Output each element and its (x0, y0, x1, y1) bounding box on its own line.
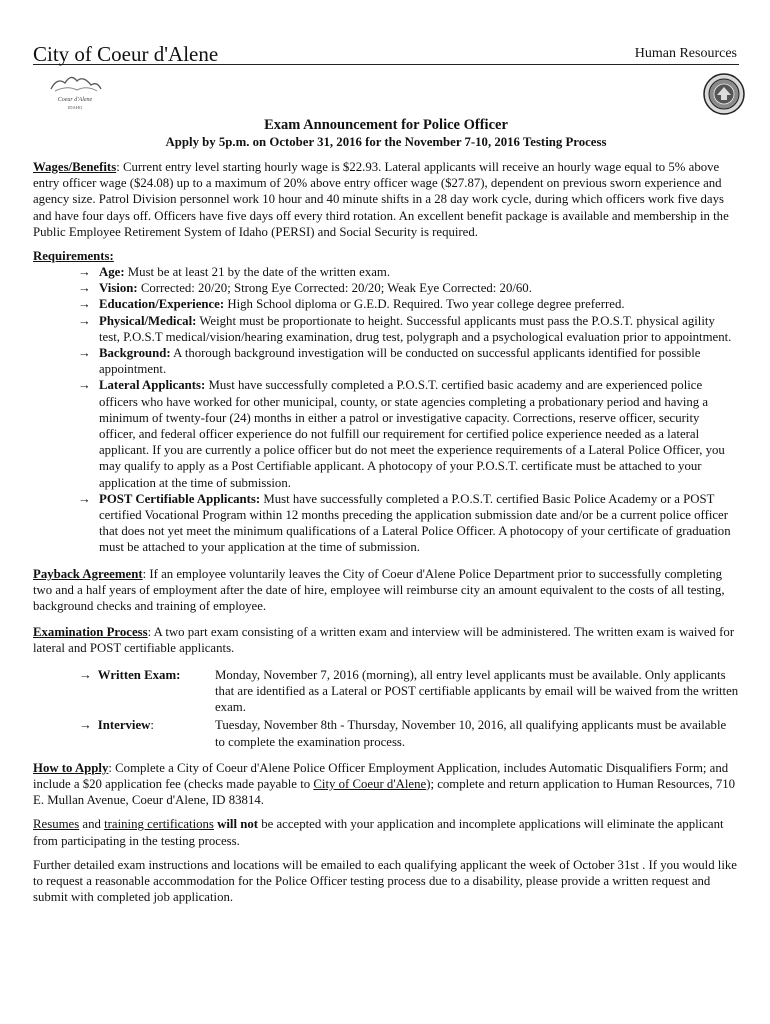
requirements-heading: Requirements: (33, 249, 114, 264)
interview-label: Interview (97, 718, 151, 733)
arrow-right-icon: → (78, 281, 91, 296)
requirement-label: Lateral Applicants: (99, 378, 206, 393)
examination-text: : A two part exam consisting of a written exam and interview will be administered. The written exam is waived for lateral and POST certifiable applicants. (33, 625, 735, 656)
requirement-text: A thorough background investigation will be conducted on successful applicants identified for possible appointment. (99, 346, 701, 377)
list-item (75, 264, 739, 280)
city-logo-icon (47, 69, 103, 113)
exam-key: → Interview: (79, 718, 154, 733)
apply-deadline: Apply by 5p.m. on October 31, 2016 for the November 7-10, 2016 Testing Process (165, 135, 607, 149)
payback-text: : If an employee voluntarily leaves the City of Coeur d'Alene Police Department prior to successfully completing two and a half years of employment after the date of hire, employee will reimburse city an amount equivalent to the costs of all testing, background checks and training of employee. (33, 566, 725, 614)
requirements-label: Requirements (33, 249, 110, 264)
requirement-label: Background: (99, 346, 171, 361)
exam-value: Tuesday, November 8th - Thursday, November 10, 2016, all qualifying applicants must be available to complete the examination process. (215, 718, 727, 749)
arrow-right-icon: → (78, 491, 91, 506)
further-instructions: Further detailed exam instructions and locations will be emailed to each qualifying applicant the week of October 31st . If you would like to request a reasonable accommodation for the Police Officer testing process due to a disability, please provide a written request and submit with completed job application. (33, 857, 737, 905)
written-exam-label: Written Exam (97, 667, 177, 682)
resumes-word: Resumes (33, 817, 80, 832)
and-word: and (79, 817, 105, 832)
payback-section (33, 566, 739, 615)
list-item (75, 313, 739, 345)
exam-key: → Written Exam: (79, 667, 181, 682)
list-item (75, 280, 739, 296)
wages-section (33, 159, 739, 240)
requirement-label: Vision: (99, 281, 138, 296)
requirement-text: Must be at least 21 by the date of the written exam. (124, 265, 391, 280)
requirement-text: High School diploma or G.E.D. Required. Two year college degree preferred. (224, 297, 625, 312)
arrow-right-icon: → (78, 265, 91, 280)
requirement-label: Physical/Medical: (99, 313, 197, 328)
exam-value: Monday, November 7, 2016 (morning), all entry level applicants must be available. Only applicants that are identified as a Lateral or POST certifiable applicants by email will be waived from the written exam. (215, 667, 739, 715)
how-to-apply-text-end: ); complete and return application to Human Resources, 710 E. Mullan Avenue, Coeur d'Alene, ID 83814. (33, 776, 736, 808)
how-to-apply-text: : Complete a City of Coeur d'Alene Police Officer Employment Application, includes Automatic Disqualifiers Form; and include a $20 application fee (checks made payable to (33, 760, 729, 791)
department-name: Human Resources (634, 46, 737, 61)
arrow-right-icon: → (78, 378, 91, 393)
requirement-text: Corrected: 20/20; Strong Eye Corrected: 20/20; Weak Eye Corrected: 20/60. (137, 281, 532, 296)
requirements-list (33, 264, 739, 556)
will-not-text: will not (213, 817, 259, 832)
arrow-right-icon: → (78, 313, 91, 328)
list-item (75, 491, 739, 556)
requirement-text: Weight must be proportionate to height. Successful applicants must pass the P.O.S.T. physical agility test, P.O.S.T medical/vision/hearing examination, drug test, polygraph and a psychological evaluation prior to appointment. (99, 313, 732, 344)
how-to-apply-section (33, 760, 739, 809)
list-item (75, 296, 739, 312)
requirement-text: Must have successfully completed a P.O.S.T. certified Basic Police Academy or a POST certified Vocational Program within 12 months preceding the application submission date and/or be a current police officer that does not yet meet the minimum qualifications of a Lateral Police Officer. A photocopy of your certificate of graduation must be attached to your application at the time of submission. (99, 491, 731, 555)
exam-schedule (79, 667, 739, 750)
requirement-label: Age: (99, 265, 125, 280)
resumes-section (33, 816, 739, 848)
arrow-right-icon: → (78, 346, 91, 361)
training-certifications-word: training certifications (104, 817, 214, 832)
letterhead (33, 40, 739, 65)
list-item (75, 377, 739, 490)
logo-row (33, 65, 739, 117)
examination-label: Examination Process (33, 625, 148, 640)
document-page (33, 40, 739, 913)
org-name: City of Coeur d'Alene (33, 42, 219, 66)
requirement-text: Must have successfully completed a P.O.S.T. certified basic academy and are experienced police officers who have worked for other municipal, county, or state agencies completing a probationary period and having a minimum of twenty-four (24) months in either a patrol or investigative capacity. Corrections, reserve officer, security officer, and federal officer experience do not fulfill our requirement for certified police experience needed as a lateral applicant. If you are currently a police officer but do not meet the experience requirements of a Lateral Police Officer, you may qualify to apply as a Post Certifiable applicant. A photocopy of your P.O.S.T. certificate must be attached to your application at the time of submission. (99, 378, 725, 490)
list-item (75, 345, 739, 377)
payee-name: City of Coeur d'Alene (313, 776, 427, 791)
arrow-right-icon: → (79, 667, 92, 682)
arrow-right-icon: → (79, 718, 92, 733)
payback-label: Payback Agreement (33, 566, 143, 581)
requirement-label: Education/Experience: (99, 297, 225, 312)
svg-text:Coeur d'Alene: Coeur d'Alene (57, 97, 93, 103)
how-to-apply-label: How to Apply (33, 760, 109, 775)
exam-row (79, 667, 739, 716)
svg-text:IDAHO: IDAHO (67, 105, 83, 110)
police-seal-icon (703, 73, 745, 115)
arrow-right-icon: → (78, 297, 91, 312)
examination-section (33, 624, 739, 656)
wages-label: Wages/Benefits (33, 160, 117, 174)
wages-text: : Current entry level starting hourly wage is $22.93. Lateral applicants will receive an hourly wage equal to 5% above entry officer wage ($24.08) up to a maximum of 20% above entry officer wage ($27.87), dependent on previous sworn experience and agency size. Patrol Division personnel work 10 hour and 40 minute shifts in a 28 day work cycle, during which officers work five days and have four days off. Officers have five days off every third rotation. An excellent benefit package is available and membership in the Public Employee Retirement System of Idaho (PERSI) and Social Security is required. (33, 160, 729, 239)
requirement-label: POST Certifiable Applicants: (99, 491, 261, 506)
document-title: Exam Announcement for Police Officer (264, 117, 508, 133)
resumes-text: be accepted with your application and incomplete applications will eliminate the applicant from participating in the testing process. (33, 817, 724, 848)
exam-row (79, 717, 739, 749)
